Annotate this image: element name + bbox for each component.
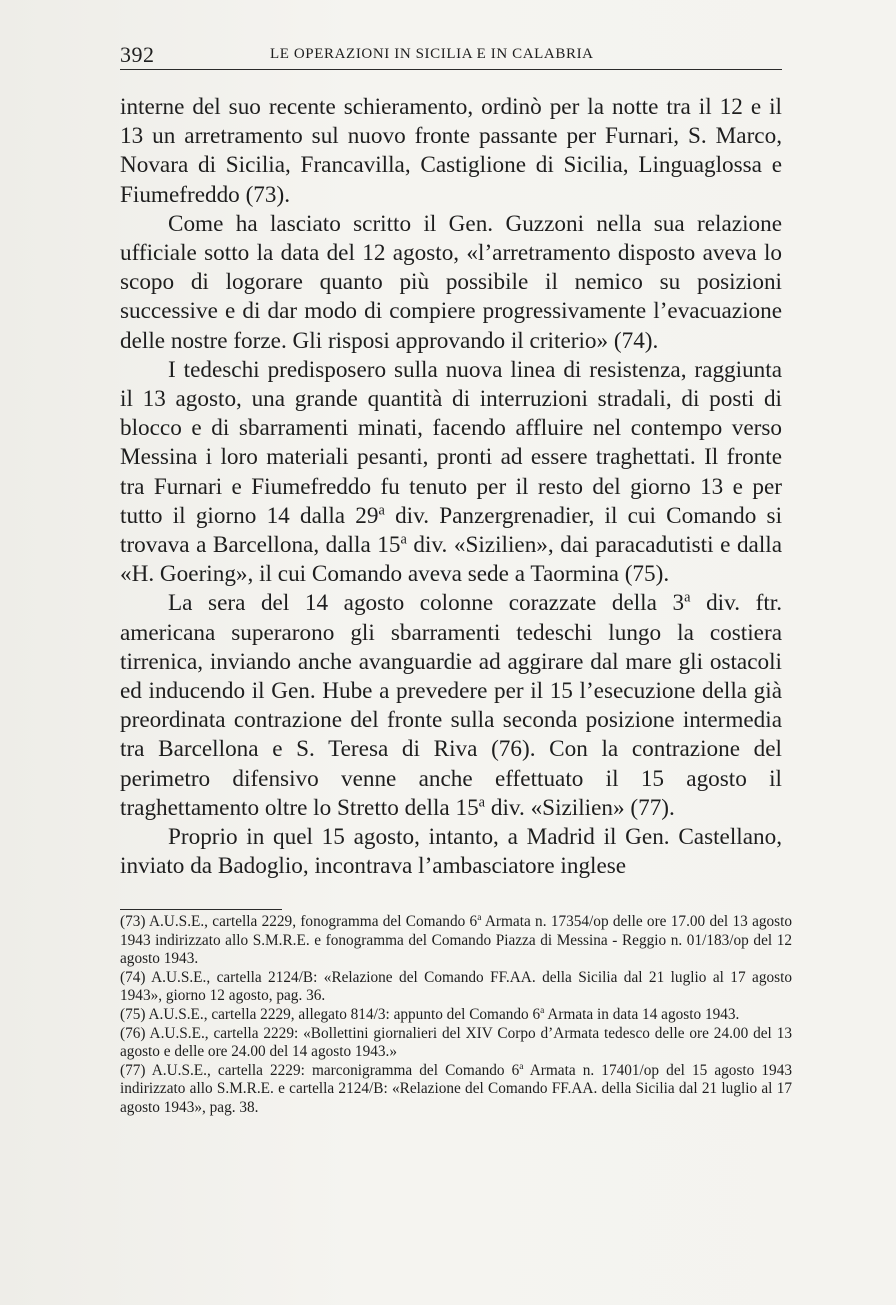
paragraph-4 [120, 589, 782, 823]
paragraph-2: Come ha lasciato scritto il Gen. Guzzoni nella sua relazione ufficiale sotto la data del 12 agosto, «l’arretramento disposto aveva lo scopo di logorare quanto più possibile il nemico su posizioni successive e di dar modo di compiere progressivamente l’evacuazione delle nostre forze. Gli risposi approvando il criterio» (74). [120, 210, 782, 354]
footnote-77-text-a: (77) A.U.S.E., cartella 2229: marconigramma del Comando 6 [120, 1061, 520, 1079]
paragraph-4-text-c: div. «Sizilien» (77). [485, 794, 675, 821]
footnote-73 [120, 913, 792, 969]
paragraph-3-sup-1: a [378, 502, 385, 519]
footnote-75 [120, 1006, 792, 1025]
paragraph-4-text-b: div. ftr. americana superarono gli sbarramenti tedeschi lungo la costiera tirrenica, inviando anche avanguardie ad aggirare dal mare gli ostacoli ed inducendo il Gen. Hube a prevedere per il 15 l’esecuzione della già preordinata contrazione del fronte sulla seconda posizione intermedia tra Barcellona e S. Teresa di Riva (76). Con la contrazione del perimetro difensivo venne anche effettuato il 15 agosto il traghettamento oltre lo Stretto della 15 [120, 590, 782, 821]
footnote-75-text-a: (75) A.U.S.E., cartella 2229, allegato 814/3: appunto del Comando 6 [120, 1005, 541, 1023]
paragraph-3 [120, 356, 782, 590]
paragraph-3-text-b: div. Panzergrenadier, il cui Comando si trovava a Barcellona, dalla 15 [120, 502, 783, 559]
footnote-76: (76) A.U.S.E., cartella 2229: «Bollettini giornalieri del XIV Corpo d’Armata tedesco delle ore 24.00 del 13 agosto e delle ore 24.00 del 14 agosto 1943.» [120, 1024, 792, 1061]
footnote-77-sup: a [519, 1061, 524, 1072]
running-head: LE OPERAZIONI IN SICILIA E IN CALABRIA [270, 46, 594, 62]
paragraph-4-text-a: La sera del 14 agosto colonne corazzate della 3 [168, 590, 685, 617]
footnote-73-text-b: Armata n. 17354/op delle ore 17.00 del 13 agosto 1943 indirizzato allo S.M.R.E. e fonogramma del Comando Piazza di Messina - Reggio n. 01/183/op del 12 agosto 1943. [120, 913, 793, 968]
footnote-73-sup: a [477, 912, 482, 923]
page-header [120, 40, 780, 70]
page-number: 392 [120, 42, 155, 67]
paragraph-5: Proprio in quel 15 agosto, intanto, a Madrid il Gen. Castellano, inviato da Badoglio, incontrava l’ambasciatore inglese [120, 824, 782, 880]
footnote-74: (74) A.U.S.E., cartella 2124/B: «Relazione del Comando FF.AA. della Sicilia dal 21 luglio al 17 agosto 1943», giorno 12 agosto, pag. 36. [120, 968, 792, 1005]
paragraph-3-text-c: div. «Sizilien», dai paracadutisti e dalla «H. Goering», il cui Comando aveva sede a Taormina (75). [120, 532, 783, 588]
footnote-75-text-b: Armata in data 14 agosto 1943. [544, 1005, 740, 1023]
paragraph-4-sup-1: a [684, 589, 691, 606]
paragraph-3-sup-2: a [400, 531, 407, 548]
body-text [120, 93, 782, 881]
footnote-73-text-a: (73) A.U.S.E., cartella 2229, fonogramma del Comando 6 [120, 913, 478, 930]
footnote-rule [120, 909, 282, 910]
paragraph-1: interne del suo recente schieramento, ordinò per la notte tra il 12 e il 13 un arretramento sul nuovo fronte passante per Furnari, S. Marco, Novara di Sicilia, Francavilla, Castiglione di Sicilia, Linguaglossa e Fiumefreddo (73). [120, 94, 782, 208]
paragraph-3-text-a: I tedeschi predisposero sulla nuova linea di resistenza, raggiunta il 13 agosto, una grande quantità di interruzioni stradali, di posti di blocco e di sbarramenti minati, facendo affluire nel contempo verso Messina i loro materiali pesanti, pronti ad essere traghettati. Il fronte tra Furnari e Fiumefreddo fu tenuto per il resto del giorno 13 e per tutto il giorno 14 dalla 29 [120, 356, 782, 529]
header-rule [120, 69, 782, 70]
paragraph-4-sup-2: a [478, 794, 486, 811]
footnote-77-text-b: Armata n. 17401/op del 15 agosto 1943 indirizzato allo S.M.R.E. e cartella 2124/B: «Relazione del Comando FF.AA. della Sicilia dal 21 luglio al 17 agosto 1943», pag. 38. [120, 1061, 792, 1116]
footnote-75-sup: a [540, 1005, 545, 1016]
footnotes [120, 913, 792, 1118]
footnote-77 [120, 1062, 792, 1118]
